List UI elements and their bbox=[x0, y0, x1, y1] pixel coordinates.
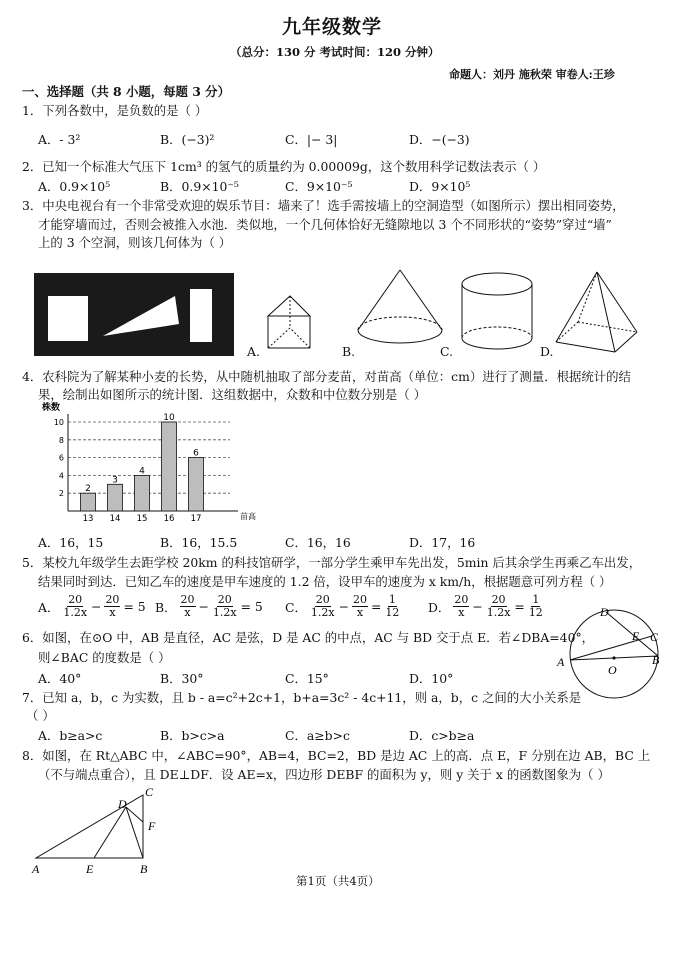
chart-xtick-label: 15 bbox=[136, 514, 148, 524]
q8-label-a: A bbox=[32, 862, 40, 876]
q1-option-b: B．(−3)² bbox=[160, 132, 215, 147]
q8-line2: （不与端点重合），且 DE⊥DF．设 AE=x，四边形 DEBF 的面积为 y，则 y 关于 x 的函数图象为（ ） bbox=[38, 767, 610, 782]
chart-data-label: 6 bbox=[193, 448, 199, 459]
q8-label-d: D bbox=[118, 797, 127, 811]
q6-label-o: O bbox=[608, 663, 617, 677]
q1-option-d: D．−(−3) bbox=[409, 132, 470, 147]
chart-ytick-label: 10 bbox=[53, 418, 64, 427]
q1-option-c: C．|− 3| bbox=[285, 132, 338, 147]
q5-option-a: A． $\frac{20}{1.2x}$ − $\frac{20}{x}$ = 5 bbox=[38, 593, 146, 619]
q2-option-b: B．0.9×10⁻⁵ bbox=[160, 179, 239, 194]
q4-option-c: C．16，16 bbox=[285, 535, 351, 550]
q6-option-b: B．30° bbox=[160, 671, 204, 686]
chart-ytick-label: 4 bbox=[58, 471, 64, 481]
chart-data-label: 10 bbox=[163, 413, 175, 423]
q5-option-d: D． $\frac{20}{x}$ − $\frac{20}{1.2x}$ = $\frac{1}{12}$ bbox=[428, 593, 543, 619]
q8-label-f: F bbox=[148, 819, 156, 833]
q4-line1: 4．农科院为了解某种小麦的长势，从中随机抽取了部分麦苗，对苗高（单位：cm）进行了测量．根据统计的结 bbox=[22, 369, 631, 384]
chart-data-label: 4 bbox=[139, 466, 145, 477]
q6-label-a: A bbox=[557, 655, 565, 669]
q2-option-d: D．9×10⁵ bbox=[409, 179, 471, 194]
q1-stem: 1．下列各数中，是负数的是（ ） bbox=[22, 103, 208, 118]
q6-option-c: C．15° bbox=[285, 671, 329, 686]
q3-option-b: B. bbox=[342, 344, 356, 359]
chart-data-label: 3 bbox=[112, 475, 118, 486]
q8-label-e: E bbox=[86, 862, 94, 876]
q8-label-b: B bbox=[140, 862, 148, 876]
chart-ytick-label: 6 bbox=[58, 453, 64, 463]
q7-option-c: C．a≥b>c bbox=[285, 728, 350, 743]
q7-option-d: D．c>b≥a bbox=[409, 728, 475, 743]
q2-option-c: C．9×10⁻⁵ bbox=[285, 179, 353, 194]
q6-line2: 则∠BAC 的度数是（ ） bbox=[38, 650, 171, 665]
q6-option-d: D．10° bbox=[409, 671, 454, 686]
q5-option-b: B． $\frac{20}{x}$ − $\frac{20}{1.2x}$ = 5 bbox=[155, 593, 263, 619]
q5-line2: 结果同时到达．已知乙车的速度是甲车速度的 1.2 倍，设甲车的速度为 x km/h，根据题意可列方程（ ） bbox=[38, 574, 612, 589]
chart-data-label: 2 bbox=[85, 484, 91, 495]
q7-option-b: B．b>c>a bbox=[160, 728, 225, 743]
q6-label-e: E bbox=[632, 629, 640, 643]
q4-line2: 果，绘制出如图所示的统计图．这组数据中，众数和中位数分别是（ ） bbox=[38, 387, 427, 402]
q1-option-a: A．- 3² bbox=[38, 132, 81, 147]
q3-option-a: A. bbox=[247, 344, 260, 359]
q5-option-c: C． $\frac{20}{1.2x}$ − $\frac{20}{x}$ = $\frac{1}{12}$ bbox=[285, 593, 400, 619]
exam-meta: （总分：130 分 考试时间：120 分钟） bbox=[230, 45, 440, 59]
q4-option-b: B．16，15.5 bbox=[160, 535, 238, 550]
q3-option-c: C. bbox=[440, 344, 453, 359]
q8-line1: 8．如图，在 Rt△ABC 中，∠ABC=90°，AB=4，BC=2，BD 是边 AC 上的高．点 E，F 分别在边 AB，BC 上 bbox=[22, 748, 651, 763]
q6-label-b: B bbox=[652, 653, 660, 667]
chart-ytick-label: 8 bbox=[58, 435, 64, 445]
q5-line1: 5．某校九年级学生去距学校 20km 的科技馆研学，一部分学生乘甲车先出发，5min 后其余学生再乘乙车出发， bbox=[22, 555, 642, 570]
q3-line1: 3．中央电视台有一个非常受欢迎的娱乐节目：墙来了！选手需按墙上的空洞造型（如图所示）摆出相同姿势， bbox=[22, 198, 625, 213]
chart-xtick-label: 17 bbox=[190, 514, 202, 524]
q7-line2: （ ） bbox=[26, 708, 55, 723]
q6-line1: 6．如图，在⊙O 中，AB 是直径，AC 是弦，D 是 AC 的中点，AC 与 BD 交于点 E．若∠DBA=40°， bbox=[22, 630, 595, 645]
section-heading: 一、选择题（共 8 小题，每题 3 分） bbox=[22, 84, 230, 99]
q6-label-d: D bbox=[600, 605, 609, 619]
q8-label-c: C bbox=[145, 785, 154, 799]
chart-ylabel: 株数 bbox=[42, 403, 61, 413]
chart-xtick-label: 14 bbox=[109, 514, 121, 524]
chart-xtick-label: 13 bbox=[82, 514, 94, 524]
q4-option-d: D．17，16 bbox=[409, 535, 476, 550]
chart-xlabel: 苗高 bbox=[240, 512, 256, 521]
q3-line2: 才能穿墙而过，否则会被推入水池．类似地，一个几何体恰好无缝隙地以 3 个不同形状的“姿势”穿过“墙” bbox=[38, 217, 612, 232]
page-footer: 第1页（共4页） bbox=[296, 874, 380, 888]
page-title: 九年级数学 bbox=[282, 16, 383, 38]
q6-label-c: C bbox=[650, 630, 659, 644]
chart-ytick-label: 2 bbox=[58, 489, 64, 499]
q6-option-a: A．40° bbox=[38, 671, 82, 686]
chart-xtick-label: 16 bbox=[163, 514, 175, 524]
exam-authors: 命题人：刘丹 施秋荣 审卷人:王珍 bbox=[449, 68, 615, 81]
q7-option-a: A．b≥a>c bbox=[38, 728, 103, 743]
q7-line1: 7．已知 a，b，c 为实数，且 b - a=c²+2c+1，b+a=3c² - 4c+11，则 a，b，c 之间的大小关系是 bbox=[22, 690, 582, 705]
q2-option-a: A．0.9×10⁵ bbox=[38, 179, 111, 194]
q3-option-d: D. bbox=[540, 344, 554, 359]
q3-line3: 上的 3 个空洞，则该几何体为（ ） bbox=[38, 235, 232, 250]
q4-option-a: A．16，15 bbox=[38, 535, 104, 550]
q2-stem: 2．已知一个标准大气压下 1cm³ 的氢气的质量约为 0.00009g，这个数用科学记数法表示（ ） bbox=[22, 159, 546, 174]
